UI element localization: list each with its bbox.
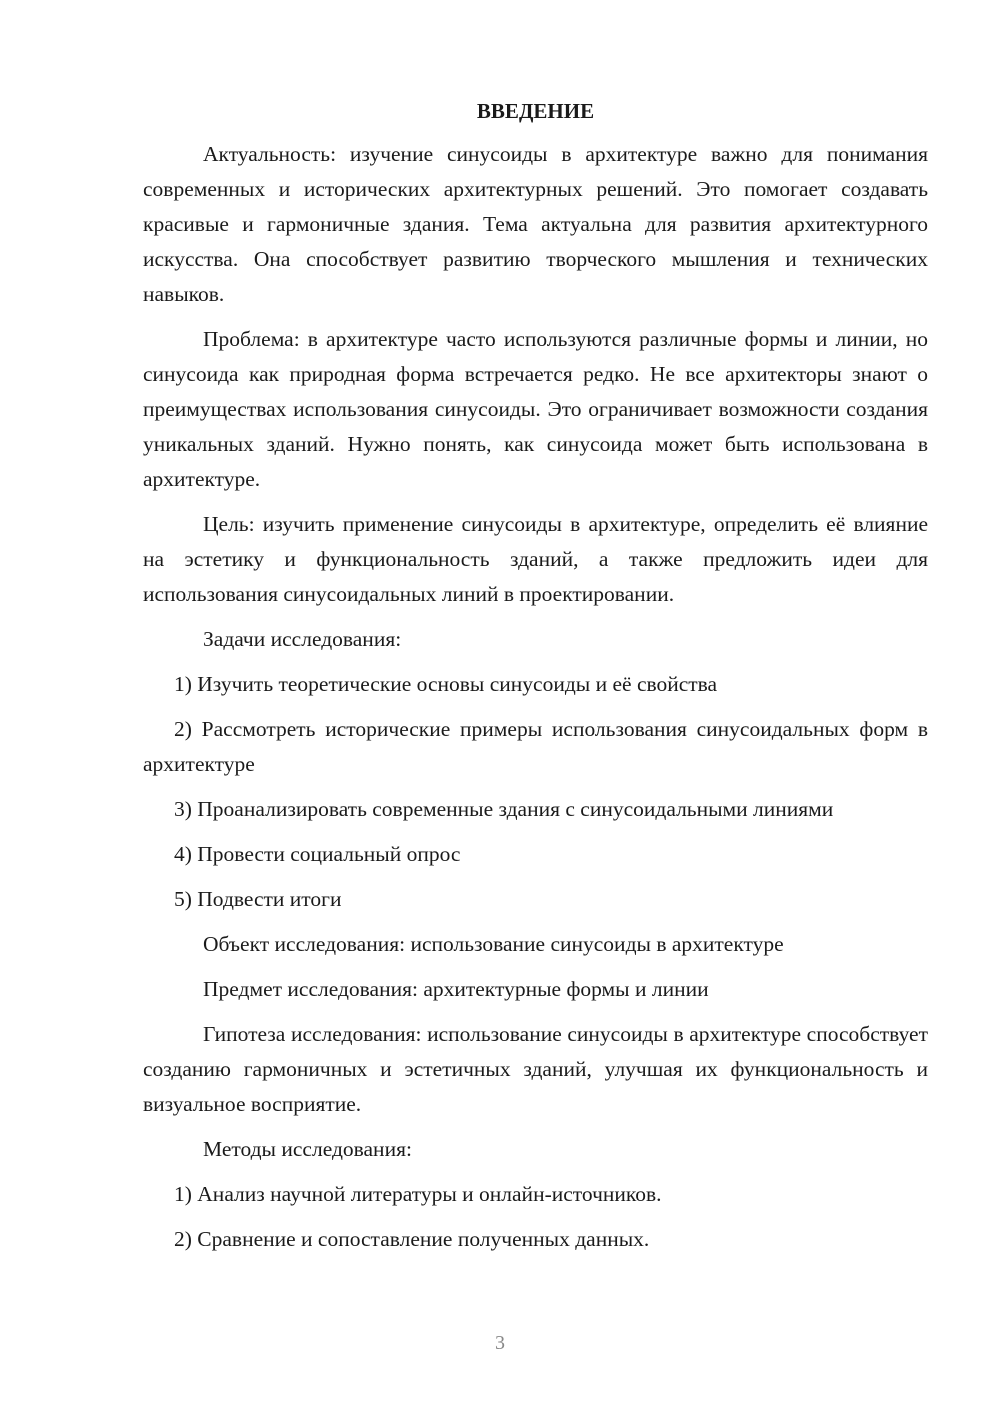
section-title: ВВЕДЕНИЕ xyxy=(476,99,595,123)
task-item: 1) Изучить теоретические основы синусоиды и её свойства xyxy=(174,672,718,696)
hypothesis-paragraph: Гипотеза исследования: использование синусоиды в архитектуре способствует созданию гармоничных и эстетичных зданий, улучшая их функциональность и визуальное восприятие. xyxy=(143,1022,928,1116)
methods-heading: Методы исследования: xyxy=(203,1137,412,1161)
tasks-heading: Задачи исследования: xyxy=(203,627,402,651)
object-paragraph: Объект исследования: использование синусоиды в архитектуре xyxy=(203,932,784,956)
document-body xyxy=(143,95,928,1257)
task-item: 4) Провести социальный опрос xyxy=(174,842,461,866)
relevance-paragraph: Актуальность: изучение синусоиды в архитектуре важно для понимания современных и исторических архитектурных решений. Это помогает создавать красивые и гармоничные здания. Тема актуальна для развития архитектурного искусства. Она способствует развитию творческого мышления и технических навыков. xyxy=(143,142,928,306)
problem-paragraph: Проблема: в архитектуре часто используются различные формы и линии, но синусоида как природная форма встречается редко. Не все архитекторы знают о преимуществах использования синусоиды. Это ограничивает возможности создания уникальных зданий. Нужно понять, как синусоида может быть использована в архитектуре. xyxy=(143,327,928,491)
goal-paragraph: Цель: изучить применение синусоиды в архитектуре, определить её влияние на эстетику и функциональность зданий, а также предложить идеи для использования синусоидальных линий в проектировании. xyxy=(143,512,928,606)
task-item: 3) Проанализировать современные здания с синусоидальными линиями xyxy=(174,797,834,821)
method-item: 2) Сравнение и сопоставление полученных данных. xyxy=(174,1227,650,1251)
task-item: 5) Подвести итоги xyxy=(174,887,342,911)
subject-paragraph: Предмет исследования: архитектурные формы и линии xyxy=(203,977,709,1001)
method-item: 1) Анализ научной литературы и онлайн-источников. xyxy=(174,1182,662,1206)
page-number: 3 xyxy=(495,1332,505,1354)
task-item: 2) Рассмотреть исторические примеры использования синусоидальных форм в архитектуре xyxy=(143,717,928,776)
